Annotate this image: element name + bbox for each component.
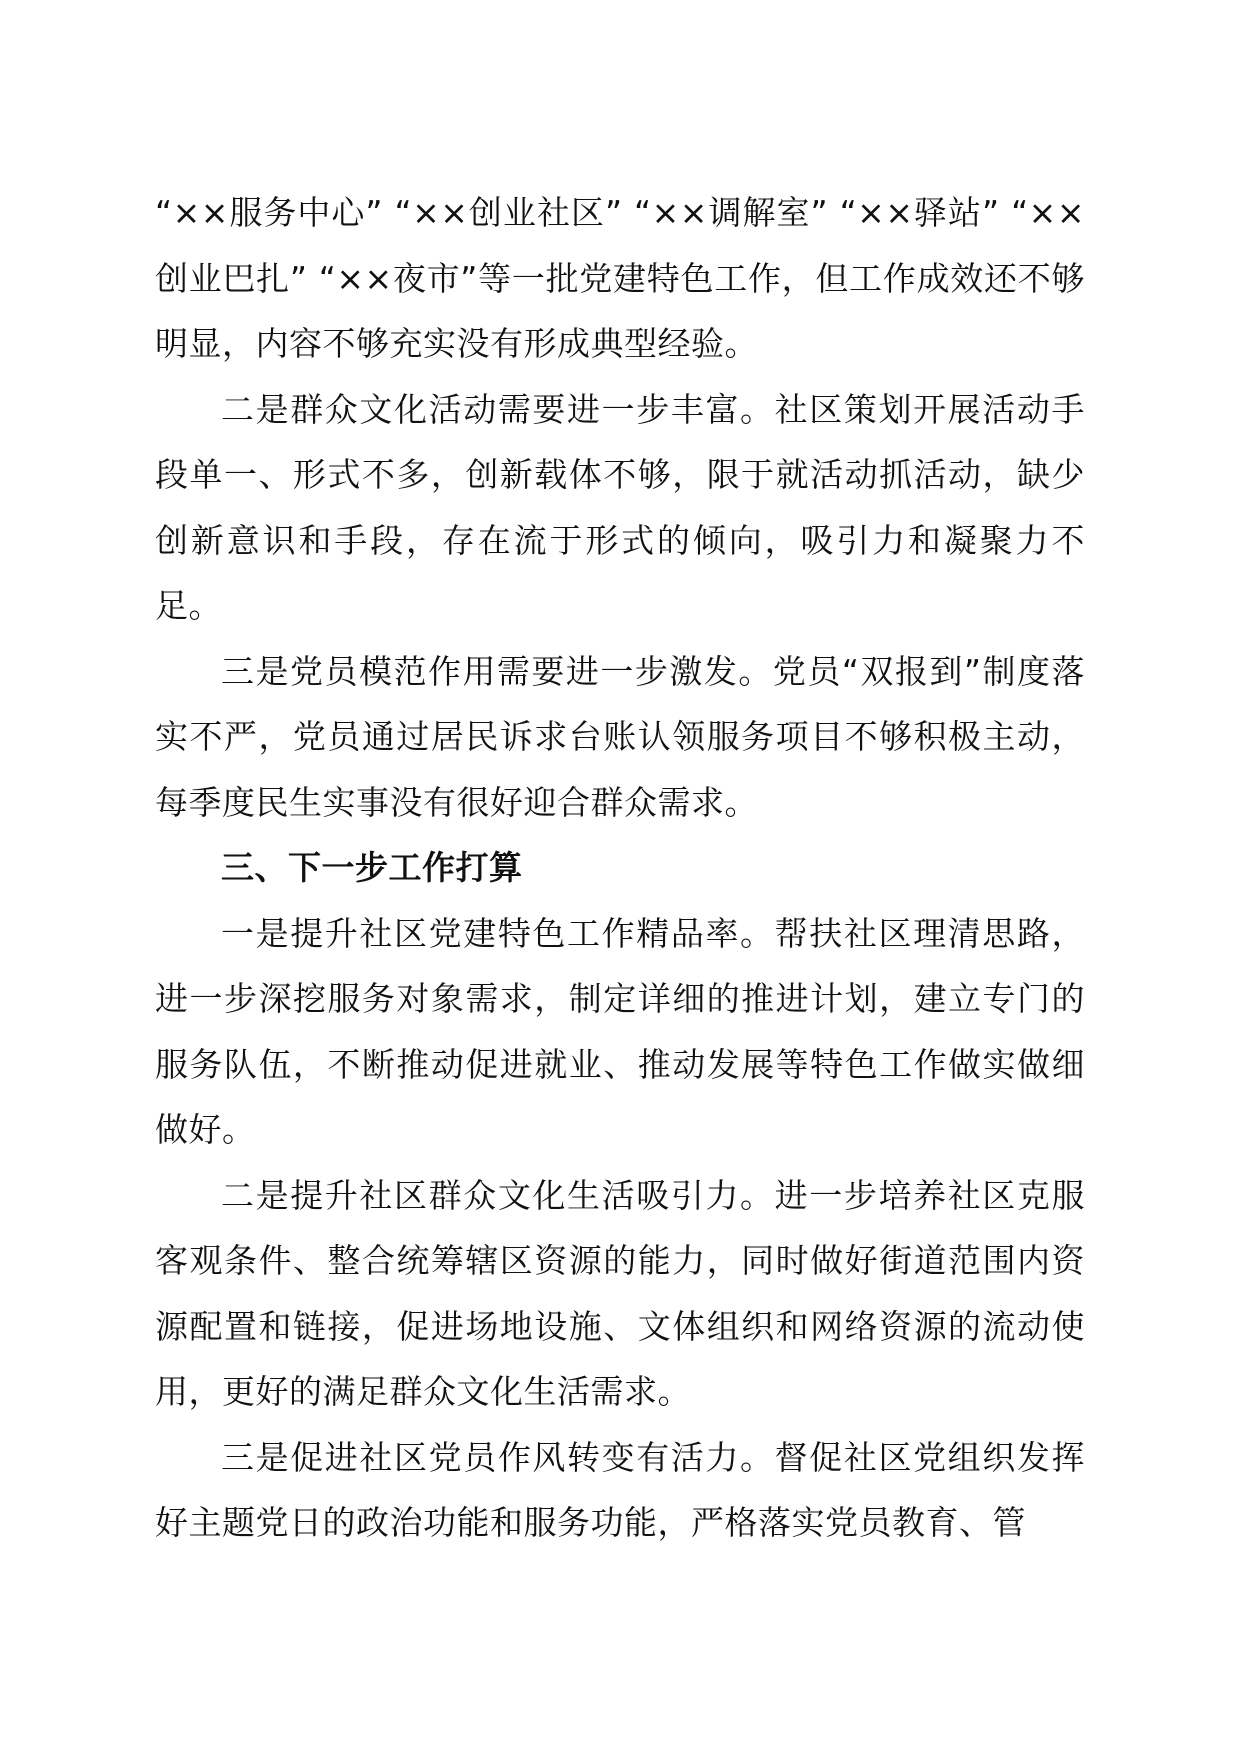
paragraph-issue-2: 二是群众文化活动需要进一步丰富。社区策划开展活动手段单一、形式不多，创新载体不够，限于就活动抓活动，缺少创新意识和手段，存在流于形式的倾向，吸引力和凝聚力不足。 [155,389,1085,625]
paragraph-continuation: “××服务中心” “××创业社区” “××调解室” “××驿站” “××创业巴扎” “××夜市”等一批党建特色工作，但工作成效还不够明显，内容不够充实没有形成典型经验。 [155,193,1085,363]
paragraph-plan-2: 二是提升社区群众文化生活吸引力。进一步培养社区克服客观条件、整合统筹辖区资源的能力，同时做好街道范围内资源配置和链接，促进场地设施、文体组织和网络资源的流动使用，更好的满足群众文化生活需求。 [155,1175,1085,1411]
paragraph-plan-3: 三是促进社区党员作风转变有活力。督促社区党组织发挥好主题党日的政治功能和服务功能，严格落实党员教育、管 [155,1437,1085,1542]
paragraph-plan-1: 一是提升社区党建特色工作精品率。帮扶社区理清思路，进一步深挖服务对象需求，制定详细的推进计划，建立专门的服务队伍，不断推动促进就业、推动发展等特色工作做实做细做好。 [155,913,1085,1149]
document-page [155,180,1085,1556]
paragraph-issue-3: 三是党员模范作用需要进一步激发。党员“双报到”制度落实不严，党员通过居民诉求台账认领服务项目不够积极主动，每季度民生实事没有很好迎合群众需求。 [155,651,1085,822]
section-heading: 三、下一步工作打算 [221,848,523,887]
